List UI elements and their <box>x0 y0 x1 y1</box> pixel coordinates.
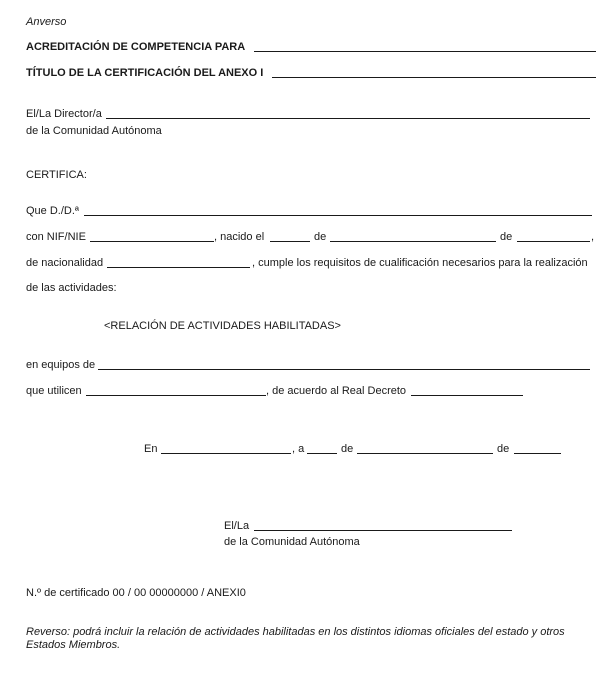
fecha-dia-field[interactable] <box>307 453 337 454</box>
lugar-field[interactable] <box>161 453 291 454</box>
que-label: Que D./D.ª <box>26 205 79 217</box>
titulo-field[interactable] <box>272 77 596 78</box>
comma: , <box>591 231 595 243</box>
nombre-field[interactable] <box>84 215 592 216</box>
nacionalidad-field[interactable] <box>107 267 250 268</box>
equipos-field[interactable] <box>98 369 590 370</box>
nif-field[interactable] <box>90 241 214 242</box>
titulo-label: TÍTULO DE LA CERTIFICACIÓN DEL ANEXO I <box>26 67 264 79</box>
relacion-text: <RELACIÓN DE ACTIVIDADES HABILITADAS> <box>104 320 341 332</box>
side-label: Anverso <box>26 16 67 28</box>
director-field[interactable] <box>106 118 590 119</box>
equipos-label: en equipos de <box>26 359 96 371</box>
nacido-dia-field[interactable] <box>270 241 310 242</box>
acreditacion-label: ACREDITACIÓN DE COMPETENCIA PARA <box>26 41 246 53</box>
fecha-de-label-1: de <box>341 443 354 455</box>
nacido-label: , nacido el <box>214 231 265 243</box>
real-decreto-field[interactable] <box>411 395 523 396</box>
fecha-anio-field[interactable] <box>514 453 561 454</box>
acreditacion-field[interactable] <box>254 51 596 52</box>
cumple-text: , cumple los requisitos de cualificación necesarios para la realización <box>252 257 588 269</box>
firma-community: de la Comunidad Autónoma <box>224 536 360 548</box>
a-label: , a <box>292 443 305 455</box>
firma-label: El/La <box>224 520 250 532</box>
reverso-line-1: Reverso: podrá incluir la relación de actividades habilitadas en los distintos idiomas oficiales del estado y otros <box>26 626 565 638</box>
firma-field[interactable] <box>254 530 512 531</box>
certificado-numero: N.º de certificado 00 / 00 00000000 / ANEXI0 <box>26 587 246 599</box>
fecha-de-label-2: de <box>497 443 510 455</box>
reverso-line-2: Estados Miembros. <box>26 639 121 651</box>
certifica-label: CERTIFICA: <box>26 169 87 181</box>
director-community: de la Comunidad Autónoma <box>26 125 162 137</box>
real-decreto-label: , de acuerdo al Real Decreto <box>266 385 407 397</box>
en-label: En <box>144 443 158 455</box>
director-label: El/La Director/a <box>26 108 102 120</box>
nacido-mes-field[interactable] <box>330 241 496 242</box>
nacido-anio-field[interactable] <box>517 241 590 242</box>
fecha-mes-field[interactable] <box>357 453 493 454</box>
de-label-1: de <box>314 231 327 243</box>
actividades-text: de las actividades: <box>26 282 117 294</box>
utilicen-field[interactable] <box>86 395 266 396</box>
utilicen-label: que utilicen <box>26 385 82 397</box>
de-label-2: de <box>500 231 513 243</box>
nacionalidad-label: de nacionalidad <box>26 257 104 269</box>
nif-label: con NIF/NIE <box>26 231 86 243</box>
